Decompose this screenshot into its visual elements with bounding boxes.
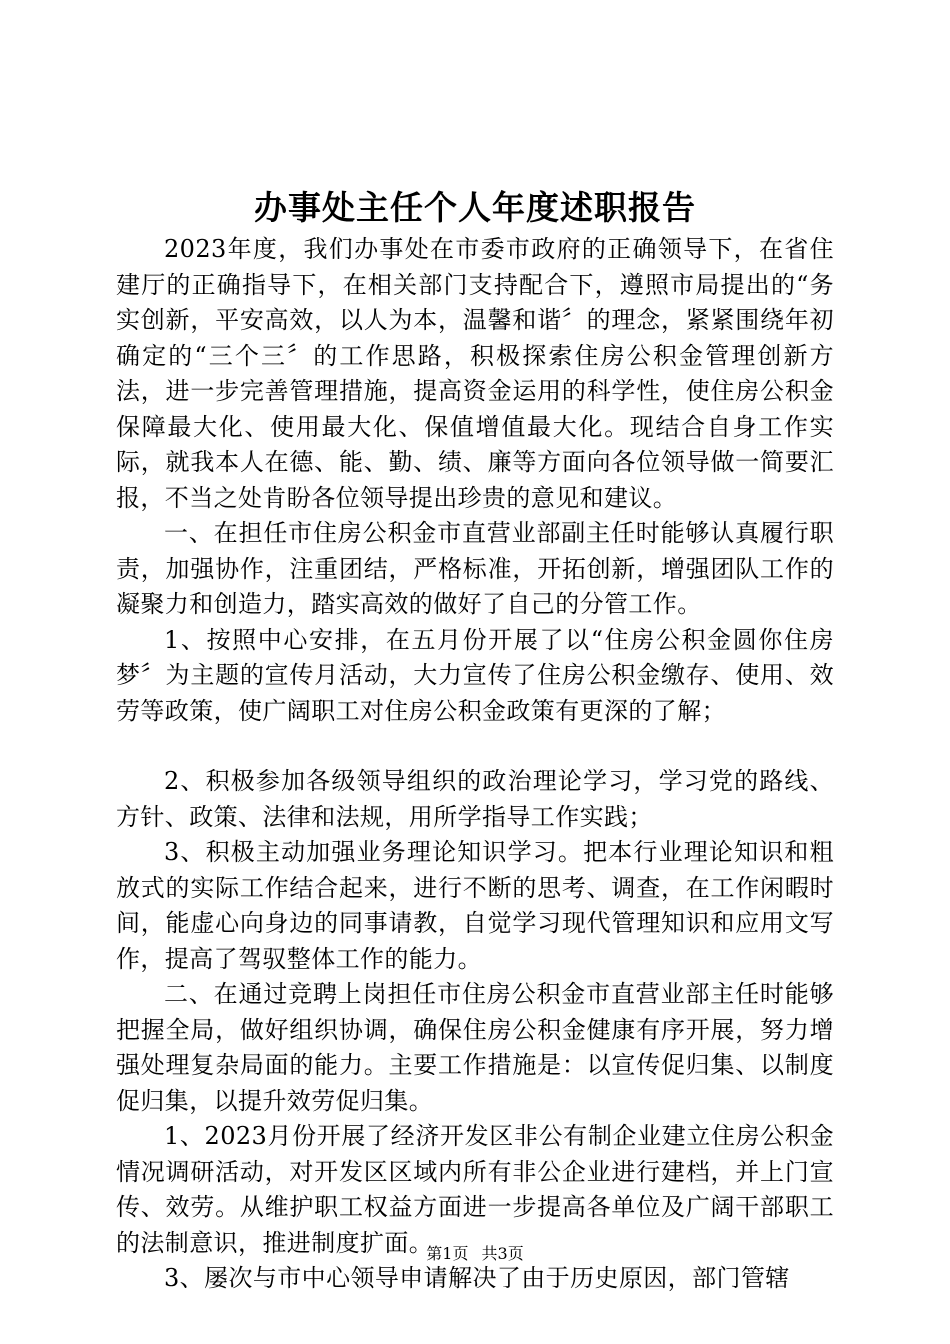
document-title: 办事处主任个人年度述职报告 (254, 188, 696, 227)
paragraph-item-1-b: 1、2023月份开展了经济开发区非公有制企业建立住房公积金情况调研活动，对开发区区域内所有非公企业进行建档，并上门宣传、效劳。从维护职工权益方面进一步提高各单位及广阔干部职工的法制意识，推进制度扩面。 (116, 1122, 834, 1257)
paragraph-section-two: 二、在通过竞聘上岗担任市住房公积金市直营业部主任时能够把握全局，做好组织协调，确保住房公积金健康有序开展，努力增强处理复杂局面的能力。主要工作措施是：以宣传促归集、以制度促归集，以提升效劳促归集。 (116, 980, 834, 1115)
page-number: 第1页 (426, 1244, 469, 1263)
paragraph-section-one: 一、在担任市住房公积金市直营业部副主任时能够认真履行职责，加强协作，注重团结，严格标准，开拓创新，增强团队工作的凝聚力和创造力，踏实高效的做好了自己的分管工作。 (116, 519, 834, 618)
page-total: 共3页 (481, 1244, 524, 1263)
paragraph-item-2: 2、积极参加各级领导组织的政治理论学习，学习党的路线、方针、政策、法律和法规，用所学指导工作实践； (116, 767, 834, 831)
paragraph-item-1: 1、按照中心安排，在五月份开展了以“住房公积金圆你住房梦〞为主题的宣传月活动，大力宣传了住房公积金缴存、使用、效劳等政策，使广阔职工对住房公积金政策有更深的了解； (116, 625, 834, 725)
page-footer (0, 1244, 950, 1264)
paragraph-item-3-b: 3、屡次与市中心领导申请解决了由于历史原因，部门管辖 (164, 1264, 790, 1292)
document-body (116, 232, 834, 1297)
paragraph-item-3: 3、积极主动加强业务理论知识学习。把本行业理论知识和粗放式的实际工作结合起来，进行不断的思考、调查，在工作闲暇时间，能虚心向身边的同事请教，自觉学习现代管理知识和应用文写作，提高了驾驭整体工作的能力。 (116, 838, 834, 973)
paragraph-intro: 2023年度，我们办事处在市委市政府的正确领导下，在省住建厅的正确指导下，在相关部门支持配合下，遵照市局提出的“务实创新，平安高效，以人为本，温馨和谐〞的理念，紧紧围绕年初确定的“三个三〞的工作思路，积极探索住房公积金管理创新方法，进一步完善管理措施，提高资金运用的科学性，使住房公积金保障最大化、使用最大化、保值增值最大化。现结合自身工作实际，就我本人在德、能、勤、绩、廉等方面向各位领导做一简要汇报，不当之处肯盼各位领导提出珍贵的意见和建议。 (116, 235, 834, 512)
